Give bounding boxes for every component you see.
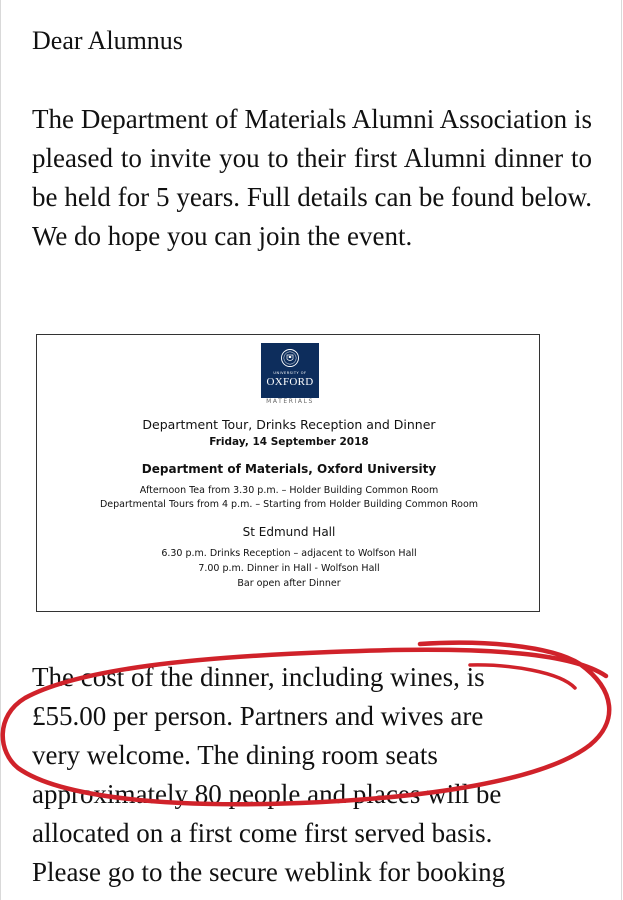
venue-2-item: 6.30 p.m. Drinks Reception – adjacent to Wolfson Hall: [161, 548, 417, 559]
venue-2-item: 7.00 p.m. Dinner in Hall - Wolfson Hall: [198, 563, 380, 574]
page-right-edge: [621, 0, 622, 900]
cost-line: Please go to the secure weblink for booking: [32, 857, 506, 887]
cost-line: The cost of the dinner, including wines, is: [32, 662, 485, 692]
letter-intro-paragraph: The Department of Materials Alumni Association is pleased to invite you to their first Alumni dinner to be held for 5 years. Full details can be found below. We do hope you can join the event.: [32, 104, 592, 251]
oxford-materials-logo: [261, 343, 319, 398]
cost-line: very welcome. The dining room seats: [32, 740, 438, 770]
venue-2-item: Bar open after Dinner: [237, 578, 341, 589]
event-title: Department Tour, Drinks Reception and Dinner: [142, 417, 436, 432]
event-date: Friday, 14 September 2018: [209, 436, 369, 448]
cost-line: allocated on a first come first served basis.: [32, 818, 493, 848]
invitation-card: [36, 334, 540, 612]
letter-cost-paragraph: [32, 658, 592, 892]
letter-greeting: Dear Alumnus: [32, 26, 183, 55]
venue-1-item: Departmental Tours from 4 p.m. – Starting from Holder Building Common Room: [99, 499, 479, 510]
logo-oxford: OXFORD: [266, 376, 314, 388]
logo-university-of: UNIVERSITY OF: [273, 371, 307, 375]
logo-materials: MATERIALS: [266, 398, 314, 405]
venue-2-name: St Edmund Hall: [242, 525, 336, 539]
oxford-crest-icon: [280, 348, 300, 368]
cost-line: £55.00 per person. Partners and wives are: [32, 701, 484, 731]
cost-line: approximately 80 people and places will be: [32, 779, 502, 809]
venue-1-name: Department of Materials, Oxford University: [141, 462, 437, 476]
venue-1-item: Afternoon Tea from 3.30 p.m. – Holder Building Common Room: [139, 485, 439, 496]
page-left-edge: [0, 0, 1, 900]
